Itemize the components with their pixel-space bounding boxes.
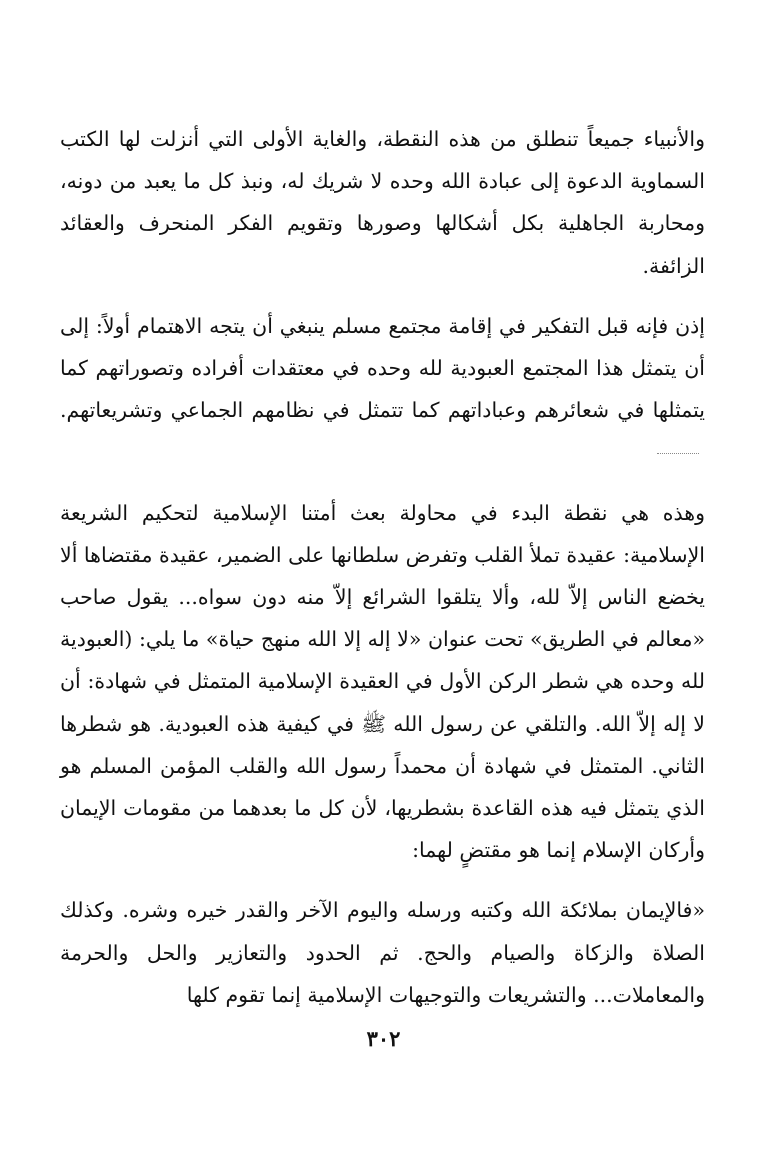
paragraph-4: «فالإيمان بملائكة الله وكتبه ورسله واليوم الآخر والقدر خيره وشره. وكذلك الصلاة والزكاة والصيام والحج. ثم الحدود والتعازير والحل والحرمة والمعاملات... والتشريعات والتوجيهات الإسلامية إنما تقوم كلها <box>60 898 705 1007</box>
page-number: ٣٠٢ <box>366 1026 401 1051</box>
paragraph-2-text: إذن فإنه قبل التفكير في إقامة مجتمع مسلم ينبغي أن يتجه الاهتمام أولاً: إلى أن يتمثل هذا المجتمع العبودية لله وحده في معتقدات أفراده وتصوراتهم كما يتمثلها في شعائرهم وعباداتهم كما تتمثل في نظامهم الجماعي وتشريعاتهم. <box>60 313 705 423</box>
paragraph-1: والأنبياء جميعاً تنطلق من هذه النقطة، والغاية الأولى التي أنزلت لها الكتب السماوية الدعوة إلى عبادة الله وحده لا شريك له، ونبذ كل ما يعبد من دونه، ومحاربة الجاهلية بكل أشكالها وصورها وتقويم الفكر المنحرف والعقائد الزائفة. <box>60 127 705 278</box>
paragraph-3: وهذه هي نقطة البدء في محاولة بعث أمتنا الإسلامية لتحكيم الشريعة الإسلامية: عقيدة تملأ القلب وتفرض سلطانها على الضمير، عقيدة مقتضاها ألا يخضع الناس إلاّ لله، وألا يتلقوا الشرائع إلاّ منه دون سواه... يقول صاحب «معالم في الطريق» تحت عنوان «لا إله إلا الله منهج حياة» ما يلي: (العبودية لله وحده هي شطر الركن الأول في العقيدة الإسلامية المتمثل في شهادة: أن لا إله إلاّ الله. والتلقي عن رسول الله ﷺ في كيفية هذه العبودية. هو شطرها الثاني. المتمثل في شهادة أن محمداً رسول الله والقلب المؤمن المسلم هو الذي يتمثل فيه هذه القاعدة بشطريها، لأن كل ما بعدهما من مقومات الإيمان وأركان الإسلام إنما هو مقتضٍ لهما: <box>60 500 705 863</box>
pencil-mark <box>657 453 699 454</box>
paragraph-2 <box>60 305 705 474</box>
